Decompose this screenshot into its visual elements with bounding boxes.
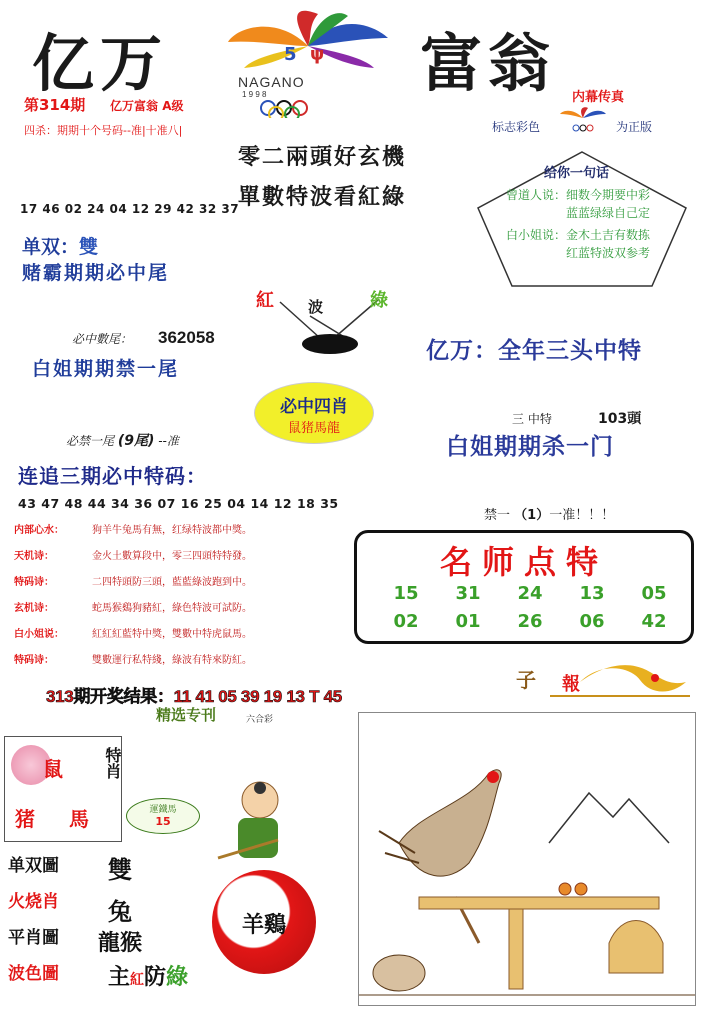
master-number: 05 <box>641 583 667 604</box>
zi-bao-banner <box>510 656 690 708</box>
bao-label: 報 <box>562 674 580 695</box>
bai-line: 白姐期期禁一尾 <box>32 358 180 380</box>
three-head-value: 103頭 <box>598 411 642 427</box>
title-left: 亿万 <box>32 27 169 100</box>
answer-item: 雙 <box>108 855 132 884</box>
advice-panel <box>476 150 688 288</box>
luck-badge-text: 運鐵馬 <box>149 805 177 815</box>
master-row-1 <box>375 583 685 604</box>
master-box <box>354 530 694 644</box>
zodiac-item: 猪 <box>15 807 35 831</box>
fax-left: 标志彩色 <box>492 120 541 134</box>
tail-line: 赌霸期期必中尾 <box>22 262 170 284</box>
answer-item: 兔 <box>108 897 132 926</box>
result-line: 313期开奖结果：11 41 05 39 19 13 T 45 <box>46 687 342 706</box>
luck-badge <box>126 798 200 834</box>
poem-item: 玄机诗： 蛇馬猴鷄狗豬紅，綠色特波可試防。 <box>14 603 252 614</box>
master-number: 15 <box>393 583 419 604</box>
tail-numbers-value: 362058 <box>158 328 215 347</box>
poem-item: 白小姐说： 紅紅紅藍特中獎，雙數中特虎鼠馬。 <box>14 629 252 640</box>
label-item: 平肖圖 <box>8 928 59 948</box>
bai-kill: 白姐期期杀一门 <box>446 434 614 460</box>
poem-item: 天机诗： 金火土數算段中，零三四頭特特發。 <box>14 551 252 562</box>
nagano-logo <box>208 8 408 118</box>
label-column <box>8 848 80 998</box>
three-head-label: 三 中特 <box>512 412 552 426</box>
advice-line: 红蓝特波双参考 <box>566 246 651 260</box>
issue-brand: 亿万富翁 A级 <box>110 99 184 113</box>
colored-line: 主紅防綠 <box>108 964 189 990</box>
master-number: 06 <box>579 611 605 632</box>
master-number: 26 <box>517 611 543 632</box>
advice-line: 白小姐说：金木土吉有数拣 <box>506 228 651 242</box>
wave-red: 紅 <box>256 290 274 311</box>
logo-text: NAGANO <box>238 74 305 90</box>
advice-line: 曾道人说：细数今期要中彩 <box>506 188 651 202</box>
master-number: 24 <box>517 583 543 604</box>
chase-title: 连追三期必中特码： <box>18 464 207 488</box>
svg-text:ψ: ψ <box>310 44 325 65</box>
master-number: 02 <box>393 611 419 632</box>
poem-item: 特码诗： 二四特頭防三頭，藍藍綠波跑到中。 <box>14 577 252 588</box>
label-item: 单双圖 <box>8 856 59 876</box>
master-number: 13 <box>579 583 605 604</box>
cartoon-boy-illustration <box>208 770 288 870</box>
label-item: 火烧肖 <box>8 892 59 912</box>
wave-bowl <box>250 282 410 362</box>
poem-line-1: 零二兩頭好玄機 <box>238 144 407 170</box>
fax-right: 为正版 <box>616 120 653 134</box>
zodiac-item: 馬 <box>69 807 89 831</box>
master-number: 31 <box>455 583 481 604</box>
journal-sub: 六合彩 <box>246 715 274 725</box>
zodiac-box <box>4 736 122 842</box>
journal-name: 精选专刊 <box>156 706 217 724</box>
numbers-top: 17 46 02 24 04 12 29 42 32 37 <box>20 202 240 216</box>
wave-green: 綠 <box>370 290 388 311</box>
advice-lines <box>506 186 650 262</box>
vertical-label: 特肖 <box>103 747 122 779</box>
tail-numbers-label: 必中數尾： <box>72 332 133 346</box>
title-right: 富翁 <box>420 27 557 100</box>
master-number: 42 <box>641 611 667 632</box>
svg-text:5: 5 <box>284 44 297 65</box>
fax-title: 内幕传真 <box>572 90 625 105</box>
poem-line-2: 單數特波看紅綠 <box>238 184 407 210</box>
mini-logo-icon <box>558 104 608 134</box>
master-number: 01 <box>455 611 481 632</box>
forbid-one: 禁一 （1）一准！！！ <box>484 508 615 523</box>
dragon-ornament-icon <box>510 656 690 708</box>
issue-tagline: 四杀：期期十个号码--准|十准八| <box>24 124 183 137</box>
logo-year: 1 9 9 8 <box>242 90 267 99</box>
issue-number: 第314期 <box>24 96 86 114</box>
zodiac-circle <box>212 870 316 974</box>
four-zodiac-badge <box>254 382 374 444</box>
four-zodiac-value: 鼠猪馬龍 <box>287 421 340 436</box>
poem-item: 内部心水： 狗羊牛兔馬有無，红绿特波都中獎。 <box>14 525 252 536</box>
wave-blue: 波 <box>308 298 324 316</box>
luck-badge-num: 15 <box>155 815 171 828</box>
journal-strip <box>60 704 360 726</box>
zi-label: 子 <box>516 668 536 692</box>
single-double: 单双：雙 <box>22 236 99 258</box>
master-title: 名师点特 <box>439 543 608 581</box>
zodiac-circle-text: 羊鷄 <box>241 912 286 938</box>
label-item: 波色圖 <box>8 964 59 984</box>
advice-title: 给你一句话 <box>544 166 610 181</box>
poem-list <box>14 518 354 674</box>
yiwan-line: 亿万：全年三头中特 <box>426 338 642 364</box>
advice-line: 蓝蓝绿绿自己定 <box>566 206 651 220</box>
master-row-2 <box>375 611 685 632</box>
answer-item: 龍猴 <box>98 930 143 956</box>
rooster-mountain-drawing <box>359 713 695 1005</box>
olympic-flower-icon <box>208 8 408 118</box>
poem-item: 特码诗： 雙數運行私特綫，綠波有特來防紅。 <box>14 655 252 666</box>
four-zodiac-title: 必中四肖 <box>280 397 348 417</box>
forbid-tail: 必禁一尾 (9尾) --准 <box>66 433 179 449</box>
chase-numbers: 43 47 48 44 34 36 07 16 25 04 14 12 18 35 <box>18 496 339 511</box>
zodiac-item: 鼠 <box>43 757 63 781</box>
rooster-illustration <box>358 712 696 1006</box>
